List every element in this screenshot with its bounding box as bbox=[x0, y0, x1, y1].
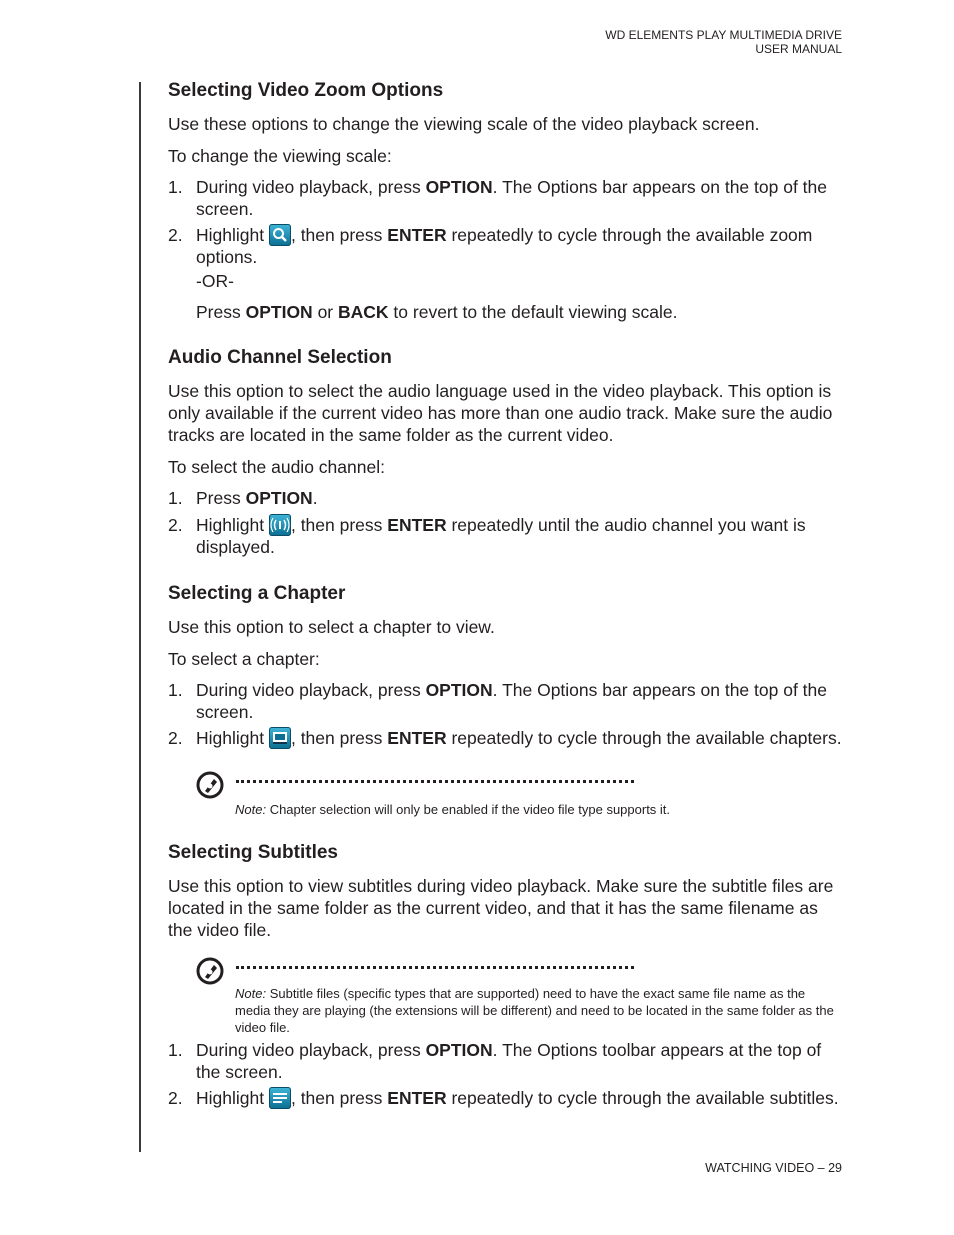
heading-subtitles: Selecting Subtitles bbox=[168, 842, 338, 863]
paragraph: Use this option to view subtitles during video playback. Make sure the subtitle files are located in the same folder as the current video, and that it has the same filename as the video file. bbox=[168, 876, 834, 940]
list-item: 1. During video playback, press OPTION. The Options toolbar appears at the top of the screen. bbox=[168, 1040, 822, 1082]
list-item: 1. Press OPTION. bbox=[168, 488, 318, 508]
list-item: 1. During video playback, press OPTION. The Options bar appears on the top of the screen. bbox=[168, 177, 828, 219]
note-text: Note: Subtitle files (specific types that are supported) need to have the exact same file name as the media they are playing (the extensions will be different) and need to be located in the same folder as the video file. bbox=[235, 986, 834, 1035]
paragraph: To select a chapter: bbox=[168, 649, 320, 669]
note-box bbox=[168, 771, 843, 821]
paragraph: Use this option to select the audio language used in the video playback. This option is only available if the current video has more than one audio track. Make sure the audio tracks are located in the same folder as the current video. bbox=[168, 381, 833, 445]
header-title: WD ELEMENTS PLAY MULTIMEDIA DRIVE bbox=[605, 28, 842, 42]
zoom-magnifier-icon bbox=[269, 224, 291, 246]
header-subtitle: USER MANUAL bbox=[755, 42, 842, 56]
alt-instruction: Press OPTION or BACK to revert to the default viewing scale. bbox=[196, 302, 678, 322]
audio-wave-icon bbox=[269, 514, 291, 536]
page-header bbox=[605, 28, 842, 56]
page-content bbox=[168, 77, 843, 1109]
list-item: 1. During video playback, press OPTION. The Options bar appears on the top of the screen. bbox=[168, 680, 828, 722]
footer-section: WATCHING VIDEO bbox=[705, 1161, 815, 1175]
note-icon bbox=[196, 957, 224, 985]
margin-rule bbox=[139, 82, 141, 1152]
note-text: Note: Chapter selection will only be enabled if the video file type supports it. bbox=[235, 802, 671, 817]
chapter-film-icon bbox=[269, 727, 291, 749]
heading-audio-channel: Audio Channel Selection bbox=[168, 347, 392, 368]
note-divider bbox=[236, 780, 634, 783]
subtitle-lines-icon bbox=[269, 1087, 291, 1109]
list-item: 2. Highlight , then press ENTER repeatedly to cycle through the available subtitles. bbox=[168, 1088, 839, 1108]
note-icon bbox=[196, 771, 224, 799]
heading-video-zoom: Selecting Video Zoom Options bbox=[168, 80, 444, 101]
note-box bbox=[168, 957, 843, 1037]
heading-chapter: Selecting a Chapter bbox=[168, 583, 346, 604]
paragraph: To change the viewing scale: bbox=[168, 146, 392, 166]
list-item: 2. Highlight , then press ENTER repeatedly to cycle through the available zoom options. -OR- Press OPTION or BACK to revert to the default viewing scale. bbox=[168, 224, 843, 323]
list-item: 2. Highlight , then press ENTER repeatedly until the audio channel you want is displayed. bbox=[168, 515, 806, 557]
paragraph: Use these options to change the viewing scale of the video playback screen. bbox=[168, 114, 760, 134]
page-footer: WATCHING VIDEO – 29 bbox=[705, 1161, 842, 1175]
list-item: 2. Highlight , then press ENTER repeatedly to cycle through the available chapters. bbox=[168, 728, 842, 748]
or-text: -OR- bbox=[196, 271, 234, 291]
page-number: 29 bbox=[828, 1161, 842, 1175]
paragraph: Use this option to select a chapter to view. bbox=[168, 617, 495, 637]
paragraph: To select the audio channel: bbox=[168, 457, 385, 477]
note-divider bbox=[236, 966, 634, 969]
